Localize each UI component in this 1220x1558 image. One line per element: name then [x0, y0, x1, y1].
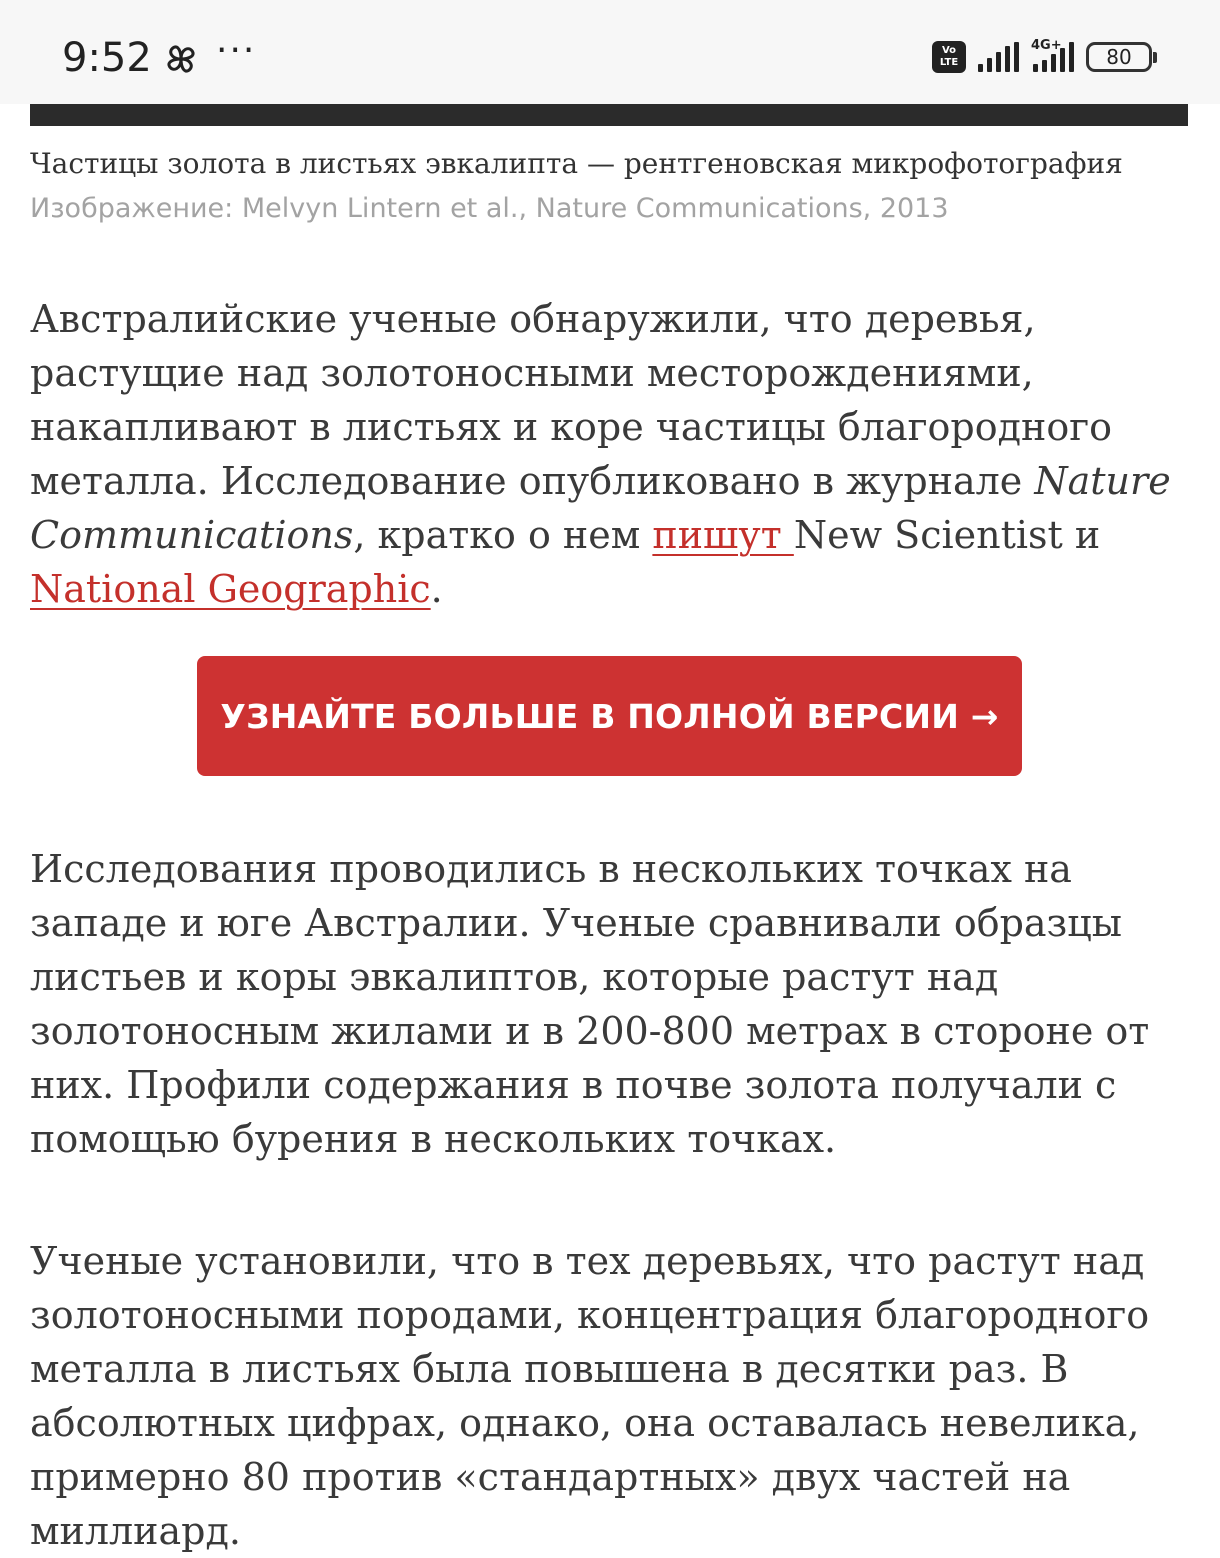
paragraph-1-text-4: . [430, 567, 443, 611]
paragraph-1 [30, 292, 1200, 616]
image-credit: Изображение: Melvyn Lintern et al., Nature Communications, 2013 [30, 193, 949, 224]
volte-icon: Vo LTE [932, 41, 966, 73]
full-version-button[interactable]: УЗНАЙТЕ БОЛЬШЕ В ПОЛНОЙ ВЕРСИИ → [197, 656, 1022, 776]
image-caption: Частицы золота в листьях эвкалипта — рентгеновская микрофотография [30, 147, 1123, 180]
signal-strength-icon [978, 42, 1019, 72]
paragraph-1-text-1: Австралийские ученые обнаружили, что деревья, растущие над золотоносными месторождениями, накапливают в листьях и коре частицы благородного металла. Исследование опубликовано в журнале [30, 297, 1112, 503]
status-bar [0, 0, 1220, 104]
status-indicators [932, 38, 1152, 76]
paragraph-1-text-2: , кратко о нем [353, 513, 653, 557]
network-type-label: 4G+ [1031, 38, 1062, 53]
journal-name: Nature Communications [30, 459, 1171, 557]
battery-level: 80 [1106, 45, 1132, 69]
link-national-geographic[interactable]: National Geographic [30, 567, 431, 611]
pinwheel-icon [162, 40, 200, 78]
paragraph-2: Исследования проводились в нескольких точках на западе и юге Австралии. Ученые сравнивали образцы листьев и коры эвкалиптов, которые растут над золотоносным жилами и в 200-800 метрах в стороне от них. Профили содержания в почве золота получали с помощью бурения в нескольких точках. [30, 847, 1150, 1161]
more-notifications-icon: ··· [216, 30, 257, 71]
battery-icon [1086, 42, 1152, 72]
signal-4g-icon [1031, 38, 1074, 72]
status-time: 9:52 [62, 35, 152, 81]
paragraph-1-text-3: New Scientist и [793, 513, 1101, 557]
paragraph-3: Ученые установили, что в тех деревьях, что растут над золотоносными породами, концентрация благородного металла в листьях была повышена в десятки раз. В абсолютных цифрах, однако, она оставалась невелика, примерно 80 против «стандартных» двух частей на миллиард. [30, 1239, 1150, 1553]
article-image [30, 104, 1188, 126]
link-pishut[interactable]: пишут [652, 513, 794, 557]
